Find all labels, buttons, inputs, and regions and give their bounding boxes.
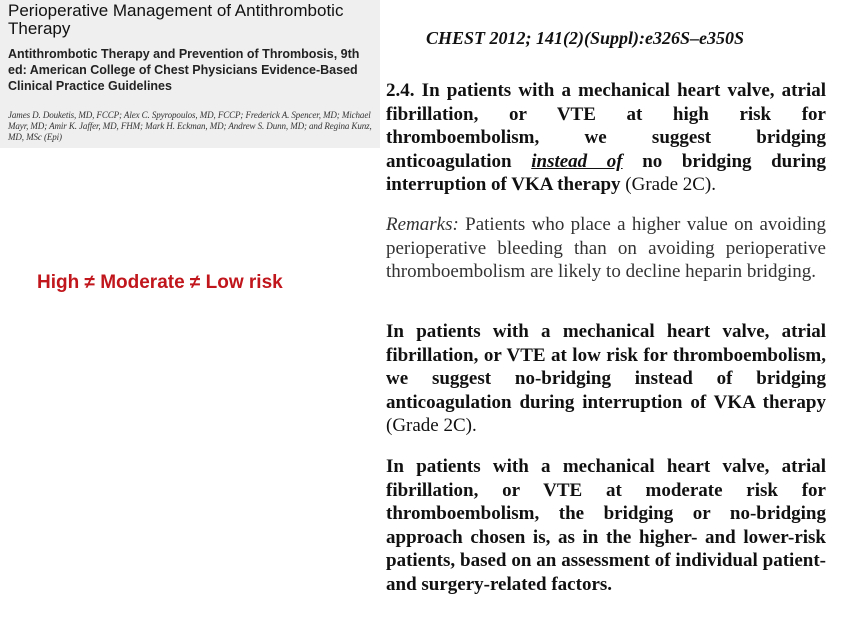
- low-risk-grade: (Grade 2C).: [386, 415, 477, 436]
- remarks-paragraph: [386, 213, 826, 284]
- risk-note: High ≠ Moderate ≠ Low risk: [37, 272, 283, 293]
- journal-citation: CHEST 2012; 141(2)(Suppl):e326S–e350S: [426, 28, 745, 48]
- guideline-title: Perioperative Management of Antithrombotic Therapy: [8, 1, 344, 38]
- high-risk-emphasis: instead of: [531, 150, 623, 172]
- high-risk-text-a: 2.4. In patients with a mechanical heart valve, atrial fibrillation, or VTE at high risk for thromboembolism, we suggest bridging anticoagulation: [386, 80, 826, 172]
- recommendation-moderate-risk: [386, 455, 826, 596]
- high-risk-grade: (Grade 2C).: [625, 174, 717, 195]
- guideline-header: [0, 0, 380, 148]
- recommendation-high-risk: [386, 79, 826, 197]
- high-risk-text-b: no bridging during interruption of VKA therapy: [386, 150, 827, 195]
- recommendation-low-risk: [386, 320, 826, 438]
- remarks-text: Patients who place a higher value on avoiding perioperative bleeding than on avoiding perioperative thromboembolism are likely to decline heparin bridging.: [386, 214, 826, 282]
- remarks-label: Remarks:: [386, 214, 459, 235]
- low-risk-text: In patients with a mechanical heart valve, atrial fibrillation, or VTE at low risk for thromboembolism, we suggest no-bridging instead of bridging anticoagulation during interruption of VKA therapy: [386, 321, 826, 413]
- guideline-authors: James D. Douketis, MD, FCCP; Alex C. Spyropoulos, MD, FCCP; Frederick A. Spencer, MD; Michael Mayr, MD; Amir K. Jaffer, MD, FHM; Mark H. Eckman, MD; Andrew S. Dunn, MD; and Regina Kunz, MD, MSc (Epi): [8, 110, 372, 142]
- moderate-risk-text: In patients with a mechanical heart valve, atrial fibrillation, or VTE at moderate risk for thromboembolism, the bridging or no-bridging approach chosen is, as in the higher- and lower-risk patients, based on an assessment of individual patient- and surgery-related factors.: [386, 456, 826, 595]
- guideline-subtitle: Antithrombotic Therapy and Prevention of Thrombosis, 9th ed: American College of Chest Physicians Evidence-Based Clinical Practice Guidelines: [8, 47, 360, 93]
